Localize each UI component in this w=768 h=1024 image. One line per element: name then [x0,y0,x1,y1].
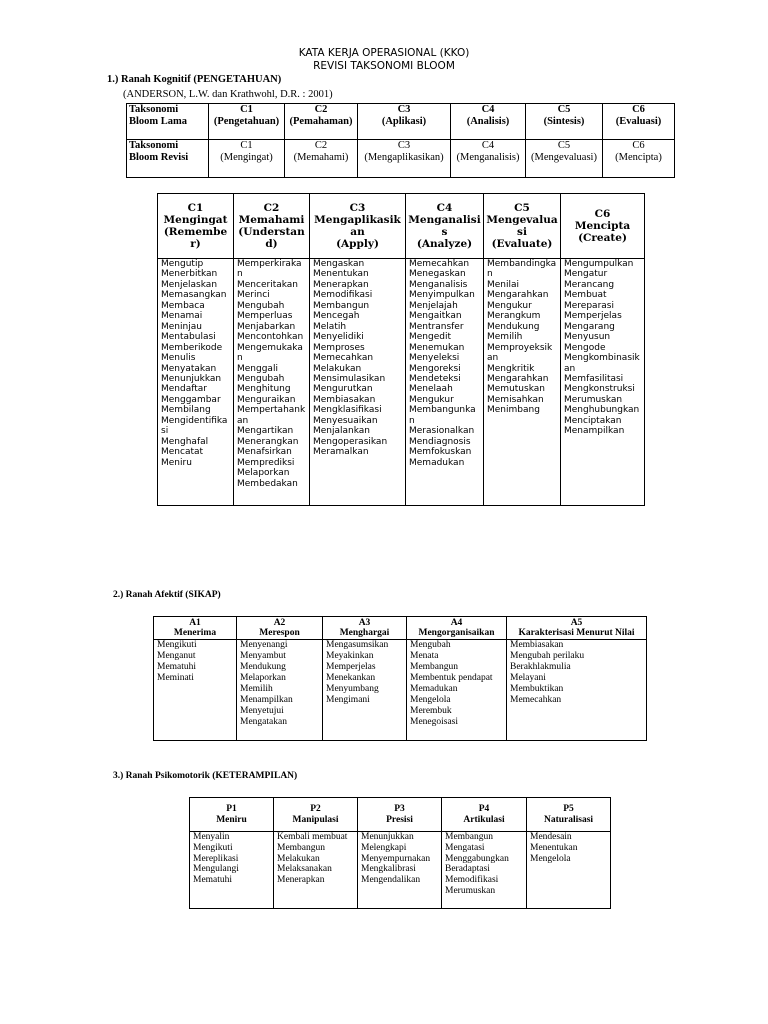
list-item: Menjabarkan [237,321,296,332]
psychomotor-list-p2 [274,832,358,909]
document-title-line1: KATA KERJA OPERASIONAL (KKO) [298,47,470,59]
list-item: Membangun [277,842,326,853]
list-item: Mendiagnosis [409,436,471,447]
list-item: Meniru [161,457,192,468]
list-item: Mendukung [240,662,286,672]
list-item: Meninjau [161,321,202,332]
list-item: Meminati [157,673,194,683]
section1-source: (ANDERSON, L.W. dan Krathwohl, D.R. : 2001) [123,89,333,100]
list-item: Menegaskan [409,269,466,280]
cell-c5-old: C5 (Sintesis) [526,104,603,140]
psychomotor-list-p5 [527,832,611,909]
list-item: Memecahkan [510,695,562,705]
list-item: Menghitung [237,384,291,395]
list-item: Mengkombinasikan [564,353,640,374]
list-item: Menamai [161,311,203,322]
list-item: Membangunkan [409,405,476,426]
list-item: Mengkritik [487,363,535,374]
list-item: Mengimani [326,695,370,705]
list-item: Membiasakan [313,394,376,405]
list-item: Membuat [564,290,607,301]
list-item: Membaca [161,300,205,311]
list-item: Memilih [487,332,523,343]
list-item: Menemukan [409,342,465,353]
list-item: Mendeteksi [409,373,461,384]
list-item: Menulis [161,353,196,364]
psychomotor-list-p3 [358,832,442,909]
cell-c1-new: C1 (Mengingat) [209,140,285,178]
cell-c6-old: C6 (Evaluasi) [603,104,675,140]
psychomotor-header-row [190,798,611,832]
list-item: Mengumpulkan [564,259,634,269]
psychomotor-list-p4 [442,832,527,909]
psychomotor-header-p3: P3 Presisi [358,798,442,832]
list-item: Menyumbang [326,684,379,694]
list-item: Menceritakan [237,279,299,290]
list-item: Menggambar [161,394,221,405]
section1-heading: 1.) Ranah Kognitif (PENGETAHUAN) [107,74,282,85]
cell-c5-new: C5 (Mengevaluasi) [526,140,603,178]
verbs-header-c4: C4 Menganalisis (Analyze) [406,194,484,259]
list-item: Menganut [157,651,196,661]
list-item: Mengutip [161,259,204,269]
list-item: Menyelidiki [313,332,364,343]
list-item: Mengode [564,342,606,353]
list-item: Menganalisis [409,279,468,290]
list-item: Menerangkan [237,436,299,447]
list-item: Mengkalibrasi [361,864,416,875]
list-item: Menunjukkan [161,373,222,384]
psychomotor-table [189,797,611,909]
list-item: Menjelajah [409,300,458,311]
verbs-list-c6 [561,259,645,506]
list-item: Menyempurnakan [361,853,431,864]
list-item: Menyesuaikan [313,415,378,426]
list-item: Mengendalikan [361,875,421,886]
list-item: Mencegah [313,311,360,322]
affective-list-a3 [323,640,407,741]
psychomotor-header-p4: P4 Artikulasi [442,798,527,832]
psychomotor-header-p5: P5 Naturalisasi [527,798,611,832]
list-item: Mengoreksi [409,363,461,374]
list-item: Menerapkan [277,875,325,886]
list-item: Mendesain [530,832,572,842]
list-item: Membentuk pendapat [410,673,493,683]
affective-list-a1 [154,640,237,741]
list-item: Mendukung [487,321,540,332]
list-item: Membiasakan [510,640,564,650]
list-item: Memecahkan [313,353,374,364]
verbs-header-c2: C2 Memahami (Understand) [234,194,310,259]
list-item: Menyeleksi [409,353,460,364]
list-item: Melaporkan [237,468,290,479]
list-item: Menerbitkan [161,269,218,280]
list-item: Memilih [240,684,273,694]
list-item: Mengelola [530,853,571,864]
list-item: Mengubah [410,640,451,650]
list-item: Menilai [487,279,520,290]
affective-header-a3: A3 Menghargai [323,617,407,640]
list-item: Menghafal [161,436,209,447]
verbs-body-row [158,259,645,506]
list-item: Menyatakan [161,363,217,374]
list-item: Memecahkan [409,259,470,269]
list-item: Memberikode [161,342,223,353]
list-item: Mengkonstruksi [564,384,635,395]
verbs-list-c1 [158,259,234,506]
list-item: Membedakan [237,478,298,489]
list-item: Memperkirakan [237,259,302,280]
list-item: Merancang [564,279,615,290]
list-item: Menerapkan [313,279,369,290]
list-item: Meramalkan [313,447,369,458]
list-item: Menegoisasi [410,717,459,727]
list-item: Mengubah [237,300,285,311]
verbs-list-c4 [406,259,484,506]
section2-heading: 2.) Ranah Afektif (SIKAP) [113,590,221,600]
list-item: Memperjelas [326,662,376,672]
list-item: Menampilkan [240,695,293,705]
list-item: Melaporkan [240,673,286,683]
verbs-header-c1: C1 Mengingat (Remember) [158,194,234,259]
list-item: Menguraikan [237,394,296,405]
list-item: Merumuskan [445,885,496,896]
affective-list-a4 [407,640,507,741]
list-item: Mentabulasi [161,332,216,343]
list-item: Mengulangi [193,864,239,875]
cell-c3-old: C3 (Aplikasi) [358,104,451,140]
list-item: Mengelola [410,695,451,705]
affective-body-row [154,640,647,741]
list-item: Mengidentifikasi [161,415,228,437]
psychomotor-body-row [190,832,611,909]
list-item: Memasangkan [161,290,227,301]
verbs-header-c6: C6 Mencipta (Create) [561,194,645,259]
list-item: Menelaah [409,384,453,395]
verbs-list-c3 [310,259,406,506]
list-item: Melatih [313,321,347,332]
list-item: Membilang [161,405,211,416]
list-item: Menyambut [240,651,286,661]
list-item: Mensimulasikan [313,373,386,384]
list-item: Mematuhi [157,662,197,672]
list-item: Memadukan [410,684,458,694]
psychomotor-header-p1: P1 Meniru [190,798,274,832]
list-item: Menghubungkan [564,405,640,416]
list-item: Mempertahankan [237,405,306,426]
list-item: Memperluas [237,311,293,322]
list-item: Melaksanakan [277,864,332,875]
list-item: Mencontohkan [237,332,304,343]
affective-header-a5: A5 Karakterisasi Menurut Nilai [507,617,647,640]
list-item: Kembali membuat [277,832,348,842]
list-item: Mengukur [409,394,454,405]
list-item: Merinci [237,290,270,301]
list-item: Mematuhi [193,875,233,886]
list-item: Merembuk [410,706,452,716]
row-label: Taksonomi Bloom Revisi [127,140,209,178]
list-item: Memodifikasi [313,290,373,301]
list-item: Menunjukkan [361,832,414,842]
list-item: Menyetujui [240,706,284,716]
list-item: Menata [410,651,439,661]
list-item: Mengubah [237,373,285,384]
list-item: Memproses [313,342,365,353]
list-item: Memutuskan [487,384,545,395]
list-item: Mengarang [564,321,615,332]
affective-header-row [154,617,647,640]
cell-c4-old: C4 (Analisis) [451,104,526,140]
document-title-line2: REVISI TAKSONOMI BLOOM [313,60,455,72]
verbs-list-c2 [234,259,310,506]
list-item: Melakukan [313,363,362,374]
list-item: Mengubah perilaku [510,651,585,661]
list-item: Melakukan [277,853,320,864]
list-item: Menentukan [530,842,578,853]
list-item: Merumuskan [564,394,623,405]
list-item: Menampilkan [564,426,625,437]
cognitive-verbs-table [157,193,645,506]
list-item: Mereplikasi [193,853,239,864]
list-item: Menyusun [564,332,611,343]
affective-header-a2: A2 Merespon [237,617,323,640]
list-item: Menjalankan [313,426,371,437]
list-item: Mengikuti [157,640,197,650]
list-item: Mencatat [161,447,204,458]
list-item: Membangun [313,300,370,311]
list-item: Memadukan [409,457,465,468]
list-item: Mengarahkan [487,290,549,301]
list-item: Memprediksi [237,457,295,468]
verbs-list-c5 [484,259,561,506]
list-item: Menekankan [326,673,376,683]
list-item: Mengasumsikan [326,640,389,650]
list-item: Menentukan [313,269,369,280]
affective-list-a5 [507,640,647,741]
list-item: Mengaitkan [409,311,462,322]
cell-c6-new: C6 (Mencipta) [603,140,675,178]
row-label: Taksonomi Bloom Lama [127,104,209,140]
list-item: Mendaftar [161,384,207,395]
list-item: Memperjelas [564,311,622,322]
verbs-header-c5: C5 Mengevaluasi (Evaluate) [484,194,561,259]
list-item: Memisahkan [487,394,544,405]
list-item: Memproyeksikan [487,342,553,364]
list-item: Beradaptasi [445,864,490,875]
list-item: Menciptakan [564,415,622,426]
list-item: Mereparasi [564,300,614,311]
list-item: Memfasilitasi [564,373,624,384]
affective-header-a4: A4 Mengorganisaikan [407,617,507,640]
list-item: Membuktikan [510,684,564,694]
cell-c4-new: C4 (Menganalisis) [451,140,526,178]
list-item: Menafsirkan [237,447,292,458]
list-item: Menjelaskan [161,279,218,290]
cell-c1-old: C1 (Pengetahuan) [209,104,285,140]
list-item: Mengatasi [445,842,485,853]
list-item: Menimbang [487,405,540,416]
cell-c2-old: C2 (Pemahaman) [285,104,358,140]
list-item: Membangun [445,832,494,842]
list-item: Melayani [510,673,546,683]
list-item: Merasionalkan [409,426,475,437]
list-item: Mentransfer [409,321,464,332]
list-item: Mengatur [564,269,608,280]
list-item: Mengaskan [313,259,365,269]
list-item: Membandingkan [487,259,557,280]
list-item: Mengklasifikasi [313,405,382,416]
affective-list-a2 [237,640,323,741]
list-item: Mengarahkan [487,373,549,384]
verbs-header-c3: C3 Mengaplikasikan (Apply) [310,194,406,259]
list-item: Mengikuti [193,842,233,853]
psychomotor-list-p1 [190,832,274,909]
list-item: Memodifikasi [445,875,499,886]
list-item: Mengurutkan [313,384,373,395]
list-item: Mengemukakan [237,342,303,364]
affective-table [153,616,647,741]
list-item: Melengkapi [361,842,407,853]
psychomotor-header-p2: P2 Manipulasi [274,798,358,832]
row-bloom-revisi [127,140,675,178]
cell-c3-new: C3 (Mengaplikasikan) [358,140,451,178]
list-item: Menggabungkan [445,853,509,864]
verbs-header-row [158,194,645,259]
list-item: Menyenangi [240,640,288,650]
list-item: Menyalin [193,832,230,842]
bloom-comparison-table [126,103,675,178]
list-item: Menggali [237,363,278,374]
list-item: Berakhlakmulia [510,662,571,672]
list-item: Mengoperasikan [313,436,388,447]
list-item: Mengedit [409,332,451,343]
cell-c2-new: C2 (Memahami) [285,140,358,178]
list-item: Membangun [410,662,459,672]
row-bloom-lama [127,104,675,140]
list-item: Merangkum [487,311,541,322]
list-item: Meyakinkan [326,651,374,661]
list-item: Mengartikan [237,426,294,437]
section3-heading: 3.) Ranah Psikomotorik (KETERAMPILAN) [113,771,298,781]
list-item: Mengatakan [240,717,287,727]
list-item: Menyimpulkan [409,290,475,301]
affective-header-a1: A1 Menerima [154,617,237,640]
list-item: Memfokuskan [409,447,472,458]
list-item: Mengukur [487,300,532,311]
